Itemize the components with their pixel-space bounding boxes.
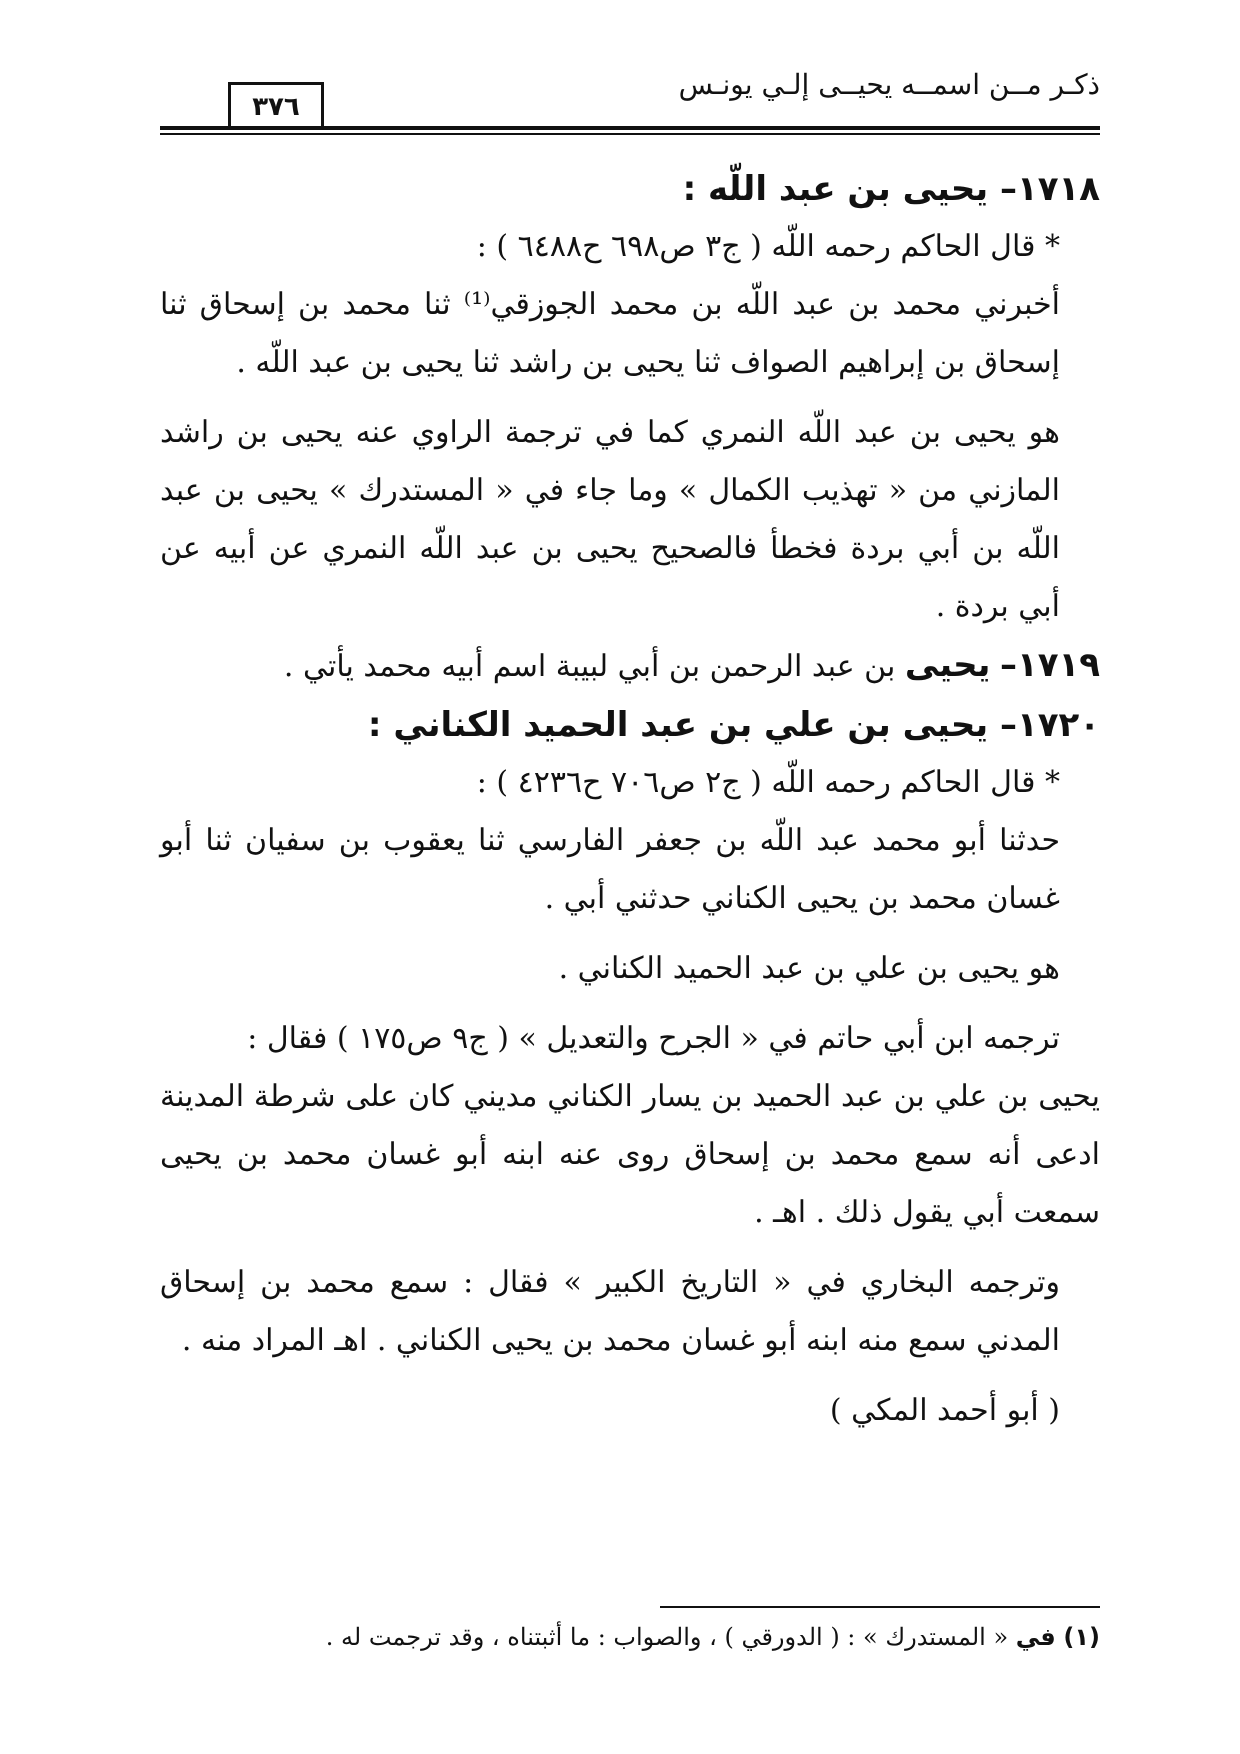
entry-1719-name: يحيى — [904, 645, 991, 685]
footnote-lead: في — [1015, 1623, 1056, 1651]
entry-1720-ibn-abi-hatim-text: يحيى بن علي بن عبد الحميد بن يسار الكناني مديني كان على شرطة المدينة ادعى أنه سمع محمد بن إسحاق روى عنه ابنه أبو غسان محمد بن يحيى سمعت أبي يقول ذلك . اهـ . — [160, 1079, 1100, 1230]
entry-1719-rest: بن عبد الرحمن بن أبي لبيبة اسم أبيه محمد يأتي . — [283, 649, 896, 684]
header-rule-thin — [160, 133, 1100, 135]
page-number: ٣٧٦ — [228, 82, 324, 129]
entry-1720-identity: هو يحيى بن علي بن عبد الحميد الكناني . — [558, 951, 1060, 986]
footnote-marker: (١) — [1063, 1623, 1100, 1651]
header-rule-thick — [160, 126, 1100, 130]
entry-1720-heading: ١٧٢٠– يحيى بن علي بن عبد الحميد الكناني : — [367, 705, 1100, 745]
footnote-text: « المستدرك » : ( الدورقي ) ، والصواب : ما أثبتناه ، وقد ترجمت له . — [325, 1623, 1009, 1651]
entry-1718-heading: ١٧١٨– يحيى بن عبد اللّه : — [682, 169, 1100, 209]
entry-1719 — [160, 636, 1100, 696]
page-header — [150, 60, 1100, 130]
main-text — [160, 160, 1100, 1440]
entry-1718-comment: هو يحيى بن عبد اللّه النمري كما في ترجمة الراوي عنه يحيى بن راشد المازني من « تهذيب الكمال » وما جاء في « المستدرك » يحيى بن عبد اللّه بن أبي بردة فخطأ فالصحيح يحيى بن عبد اللّه النمري عن أبيه عن أبي بردة . — [160, 415, 1060, 624]
running-title: ذكـر مــن اسمــه يحيــى إلـي يونـس — [678, 68, 1100, 101]
footnote — [160, 1612, 1100, 1662]
entry-1720-source: * قال الحاكم رحمه اللّه ( ج٢ ص٧٠٦ ح٤٢٣٦ ) : — [476, 765, 1060, 800]
entry-1720-signature: ( أبو أحمد المكي ) — [829, 1393, 1060, 1428]
footnote-rule — [660, 1606, 1100, 1608]
entry-1720-ibn-abi-hatim-intro: ترجمه ابن أبي حاتم في « الجرح والتعديل » ( ج٩ ص١٧٥ ) فقال : — [247, 1021, 1060, 1056]
entry-1719-number: ١٧١٩– — [999, 645, 1100, 685]
entry-1718-source: * قال الحاكم رحمه اللّه ( ج٣ ص٦٩٨ ح٦٤٨٨ ) : — [476, 229, 1060, 264]
entry-1718-isnad: أخبرني محمد بن عبد اللّه بن محمد الجوزقي⁽¹⁾ ثنا محمد بن إسحاق ثنا إسحاق بن إبراهيم الصواف ثنا يحيى بن راشد ثنا يحيى بن عبد اللّه . — [160, 287, 1061, 380]
entry-1720-bukhari: وترجمه البخاري في « التاريخ الكبير » فقال : سمع محمد بن إسحاق المدني سمع منه ابنه أبو غسان محمد بن يحيى الكناني . اهـ المراد منه . — [160, 1265, 1060, 1358]
entry-1720-isnad: حدثنا أبو محمد عبد اللّه بن جعفر الفارسي ثنا يعقوب بن سفيان ثنا أبو غسان محمد بن يحيى الكناني حدثني أبي . — [160, 823, 1060, 916]
